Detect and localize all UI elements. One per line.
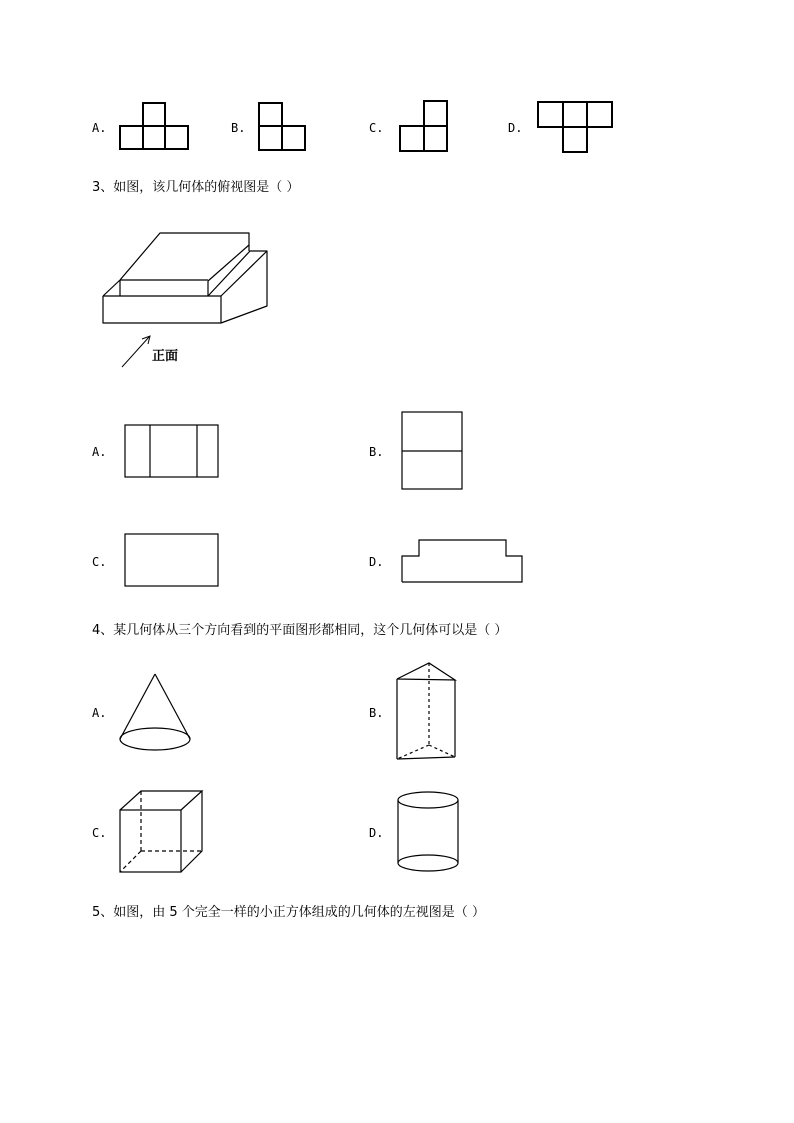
option-label-d: D. [508, 121, 523, 135]
option-label-b: B. [231, 121, 246, 135]
question-3-text: 3、如图，该几何体的俯视图是（ ） [92, 180, 300, 195]
option-label-c: C. [369, 121, 384, 135]
option-label-d: D. [369, 555, 384, 569]
option-label-a: A. [92, 445, 107, 459]
question-4-text: 4、某几何体从三个方向看到的平面图形都相同，这个几何体可以是（ ） [92, 623, 508, 638]
option-label-a: A. [92, 706, 107, 720]
option-label-a: A. [92, 121, 107, 135]
question-5-text: 5、如图，由 5 个完全一样的小正方体组成的几何体的左视图是（ ） [92, 905, 485, 920]
option-label-b: B. [369, 445, 384, 459]
front-view-label: 正面 [152, 349, 179, 364]
option-label-c: C. [92, 555, 107, 569]
option-label-c: C. [92, 826, 107, 840]
option-label-d: D. [369, 826, 384, 840]
option-label-b: B. [369, 706, 384, 720]
